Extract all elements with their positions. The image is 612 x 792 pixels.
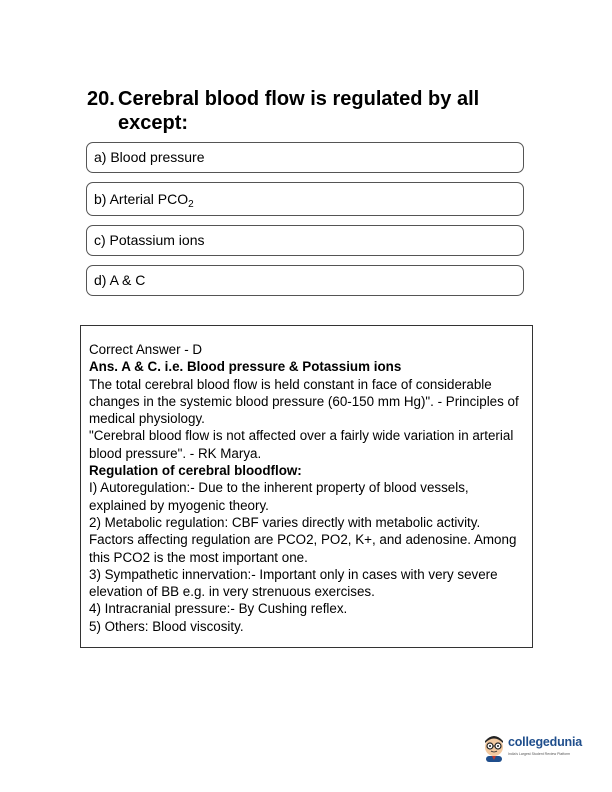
answer-explanation-box <box>80 325 533 648</box>
option-b-subscript: 2 <box>188 199 194 210</box>
regulation-point: 3) Sympathetic innervation:- Important only in cases with very severe elevation of BB e.g. in very strenuous exercises. <box>89 566 498 600</box>
explanation-para-2: "Cerebral blood flow is not affected over a fairly wide variation in arterial blood pressure". - RK Marya. <box>89 428 514 461</box>
option-c-label: c) Potassium ions <box>94 232 205 248</box>
option-d-label: d) A & C <box>94 272 146 288</box>
option-c[interactable] <box>86 225 524 256</box>
option-d[interactable] <box>86 265 524 296</box>
collegedunia-logo <box>482 730 592 764</box>
regulation-point: 4) Intracranial pressure:- By Cushing reflex. <box>89 601 348 617</box>
answer-line: Ans. A & C. i.e. Blood pressure & Potassium ions <box>89 359 402 375</box>
regulation-heading: Regulation of cerebral bloodflow: <box>89 463 302 479</box>
option-a[interactable] <box>86 142 524 173</box>
regulation-point: 2) Metabolic regulation: CBF varies directly with metabolic activity. Factors affecting regulation are PCO2, PO2, K+, and adenosine. Among this PCO2 is the most important one. <box>89 514 517 565</box>
question-number: 20. <box>87 88 115 110</box>
regulation-point: 5) Others: Blood viscosity. <box>89 618 244 634</box>
question-text: Cerebral blood flow is regulated by all except: <box>118 88 480 134</box>
mascot-icon <box>482 730 506 762</box>
option-b-label: b) Arterial PCO <box>94 191 189 207</box>
option-b[interactable] <box>86 182 524 216</box>
correct-answer: Correct Answer - D <box>89 342 203 357</box>
option-a-label: a) Blood pressure <box>94 149 205 165</box>
regulation-point: I) Autoregulation:- Due to the inherent property of blood vessels, explained by myogenic theory. <box>89 480 469 513</box>
explanation-para-1: The total cerebral blood flow is held constant in face of considerable changes in the systemic blood pressure (60-150 mm Hg)". - Principles of medical physiology. <box>89 376 519 427</box>
brand-tagline: India's Largest Student Review Platform <box>508 752 571 756</box>
brand-name: collegedunia <box>508 735 583 749</box>
